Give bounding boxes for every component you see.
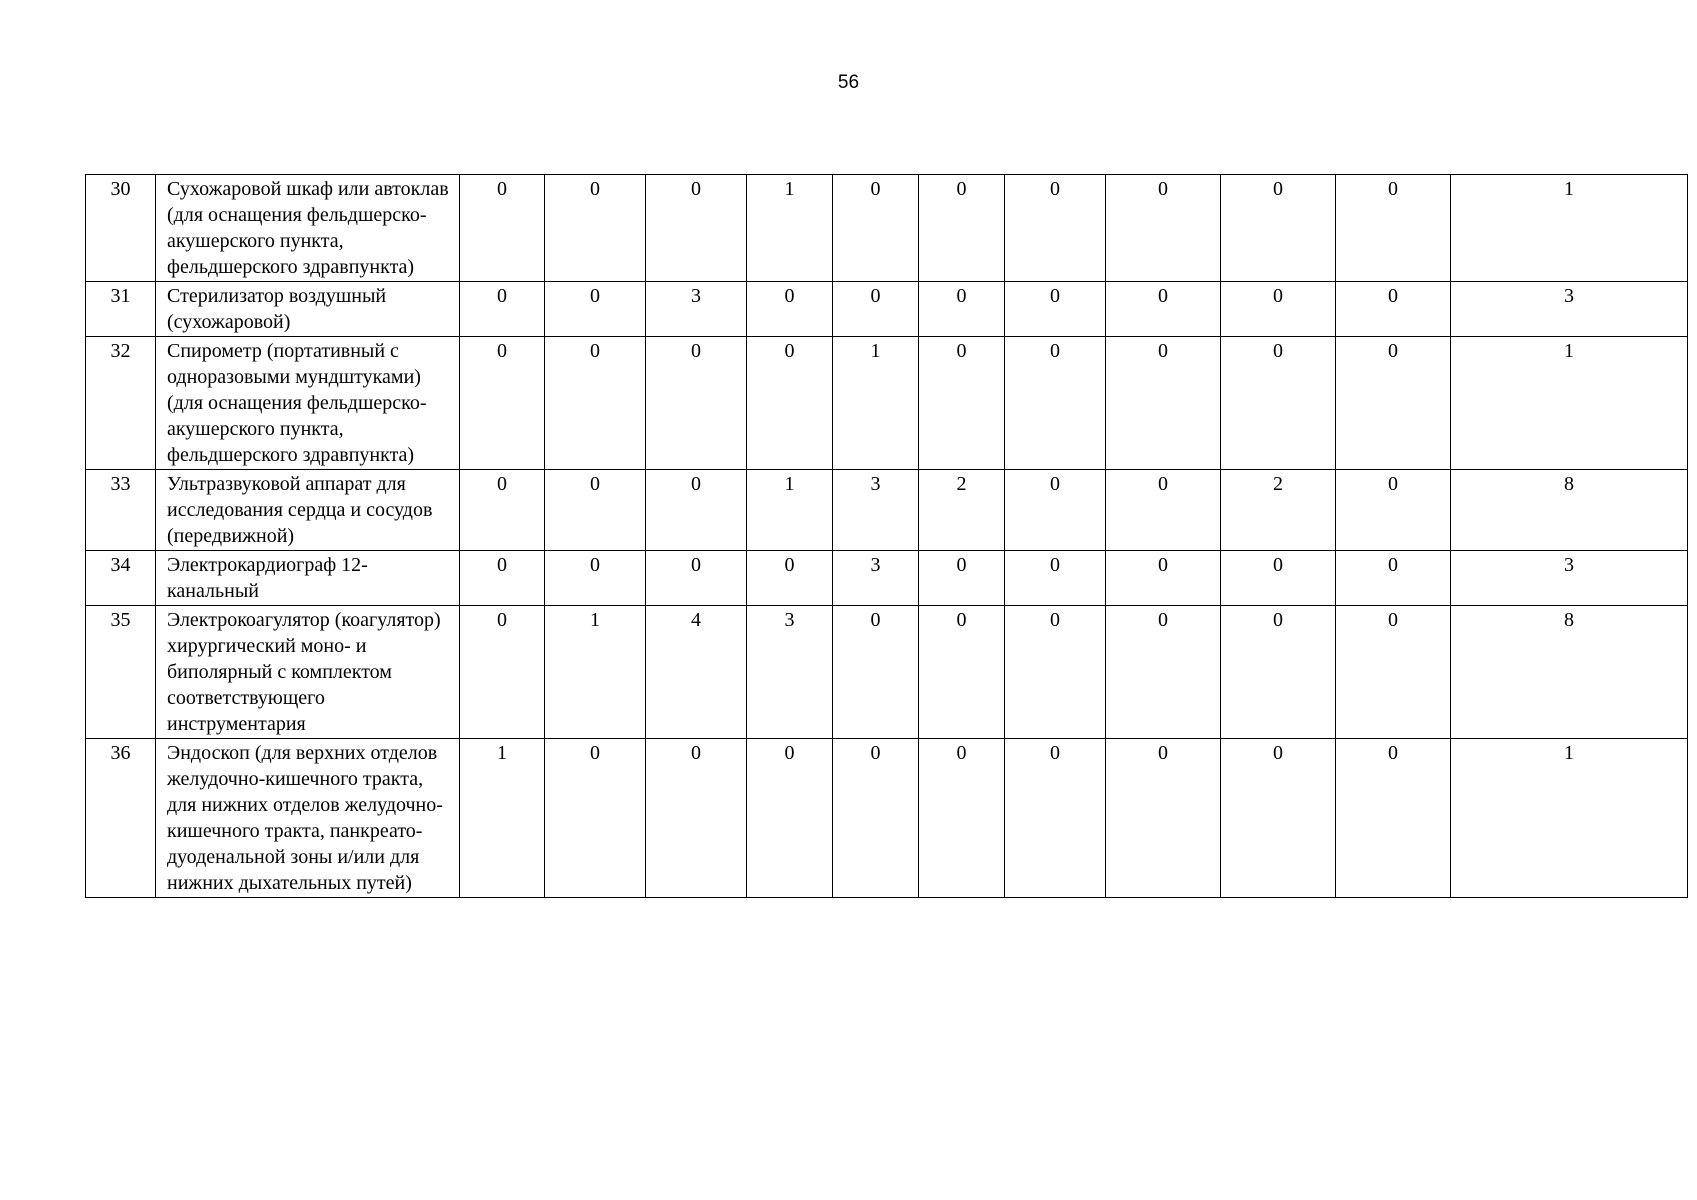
value-cell: 0	[1005, 175, 1106, 282]
value-cell: 0	[1221, 337, 1336, 470]
value-cell: 0	[1221, 606, 1336, 739]
value-cell: 0	[460, 337, 545, 470]
value-cell: 1	[545, 606, 646, 739]
row-number: 34	[86, 551, 156, 606]
value-cell: 3	[747, 606, 833, 739]
value-cell: 0	[919, 175, 1005, 282]
value-cell: 0	[833, 606, 919, 739]
value-cell: 0	[1106, 175, 1221, 282]
value-cell: 0	[545, 175, 646, 282]
value-cell: 0	[545, 337, 646, 470]
value-cell: 2	[1221, 470, 1336, 551]
value-cell: 0	[646, 175, 747, 282]
value-cell: 2	[919, 470, 1005, 551]
value-cell: 0	[1005, 470, 1106, 551]
value-cell: 0	[460, 606, 545, 739]
table-row	[86, 739, 1688, 898]
value-cell: 0	[545, 739, 646, 898]
value-cell: 0	[1005, 337, 1106, 470]
value-cell: 0	[919, 606, 1005, 739]
total-cell: 1	[1451, 739, 1688, 898]
equipment-table	[85, 174, 1688, 898]
value-cell: 0	[1106, 551, 1221, 606]
table-row	[86, 282, 1688, 337]
value-cell: 1	[460, 739, 545, 898]
value-cell: 0	[747, 282, 833, 337]
value-cell: 0	[646, 551, 747, 606]
total-cell: 1	[1451, 337, 1688, 470]
value-cell: 3	[646, 282, 747, 337]
value-cell: 0	[833, 739, 919, 898]
value-cell: 0	[545, 551, 646, 606]
value-cell: 0	[646, 470, 747, 551]
value-cell: 1	[747, 470, 833, 551]
table-row	[86, 337, 1688, 470]
row-number: 32	[86, 337, 156, 470]
total-cell: 3	[1451, 551, 1688, 606]
equipment-name: Эндоскоп (для верхних отделов желудочно-кишечного тракта, для нижних отделов желудочно-кишечного тракта, панкреато-дуоденальной зоны и/или для нижних дыхательных путей)	[156, 739, 460, 898]
value-cell: 0	[1005, 282, 1106, 337]
equipment-name: Электрокоагулятор (коагулятор) хирургический моно- и биполярный с комплектом соответствующего инструментария	[156, 606, 460, 739]
value-cell: 0	[833, 282, 919, 337]
value-cell: 0	[1336, 551, 1451, 606]
page-number: 56	[837, 72, 860, 93]
table-row	[86, 470, 1688, 551]
equipment-name: Сухожаровой шкаф или автоклав (для оснащения фельдшерско-акушерского пункта, фельдшерского здравпункта)	[156, 175, 460, 282]
table-row	[86, 551, 1688, 606]
total-cell: 1	[1451, 175, 1688, 282]
value-cell: 0	[1106, 337, 1221, 470]
value-cell: 0	[919, 739, 1005, 898]
value-cell: 0	[460, 175, 545, 282]
value-cell: 3	[833, 470, 919, 551]
table-body	[86, 175, 1688, 898]
value-cell: 0	[747, 739, 833, 898]
value-cell: 0	[545, 470, 646, 551]
value-cell: 0	[460, 470, 545, 551]
value-cell: 0	[1106, 606, 1221, 739]
value-cell: 0	[545, 282, 646, 337]
value-cell: 0	[646, 739, 747, 898]
row-number: 35	[86, 606, 156, 739]
equipment-name: Ультразвуковой аппарат для исследования сердца и сосудов (передвижной)	[156, 470, 460, 551]
value-cell: 0	[1005, 739, 1106, 898]
value-cell: 0	[1106, 282, 1221, 337]
value-cell: 0	[1005, 551, 1106, 606]
value-cell: 0	[1336, 175, 1451, 282]
value-cell: 0	[1221, 175, 1336, 282]
value-cell: 0	[1336, 470, 1451, 551]
value-cell: 0	[833, 175, 919, 282]
value-cell: 0	[747, 551, 833, 606]
row-number: 30	[86, 175, 156, 282]
total-cell: 8	[1451, 606, 1688, 739]
value-cell: 0	[1221, 282, 1336, 337]
row-number: 36	[86, 739, 156, 898]
value-cell: 0	[1106, 470, 1221, 551]
value-cell: 0	[1005, 606, 1106, 739]
value-cell: 0	[919, 282, 1005, 337]
value-cell: 0	[1336, 606, 1451, 739]
row-number: 31	[86, 282, 156, 337]
equipment-name: Спирометр (портативный с одноразовыми мундштуками) (для оснащения фельдшерско-акушерского пункта, фельдшерского здравпункта)	[156, 337, 460, 470]
total-cell: 8	[1451, 470, 1688, 551]
equipment-name: Электрокардиограф 12-канальный	[156, 551, 460, 606]
value-cell: 3	[833, 551, 919, 606]
table-row	[86, 606, 1688, 739]
value-cell: 0	[919, 337, 1005, 470]
row-number: 33	[86, 470, 156, 551]
value-cell: 1	[833, 337, 919, 470]
value-cell: 4	[646, 606, 747, 739]
value-cell: 0	[747, 337, 833, 470]
value-cell: 0	[919, 551, 1005, 606]
value-cell: 0	[646, 337, 747, 470]
value-cell: 0	[1221, 551, 1336, 606]
value-cell: 0	[1221, 739, 1336, 898]
value-cell: 0	[460, 282, 545, 337]
value-cell: 0	[1336, 282, 1451, 337]
value-cell: 0	[460, 551, 545, 606]
value-cell: 0	[1336, 337, 1451, 470]
table-row	[86, 175, 1688, 282]
value-cell: 0	[1106, 739, 1221, 898]
value-cell: 0	[1336, 739, 1451, 898]
value-cell: 1	[747, 175, 833, 282]
equipment-name: Стерилизатор воздушный (сухожаровой)	[156, 282, 460, 337]
total-cell: 3	[1451, 282, 1688, 337]
